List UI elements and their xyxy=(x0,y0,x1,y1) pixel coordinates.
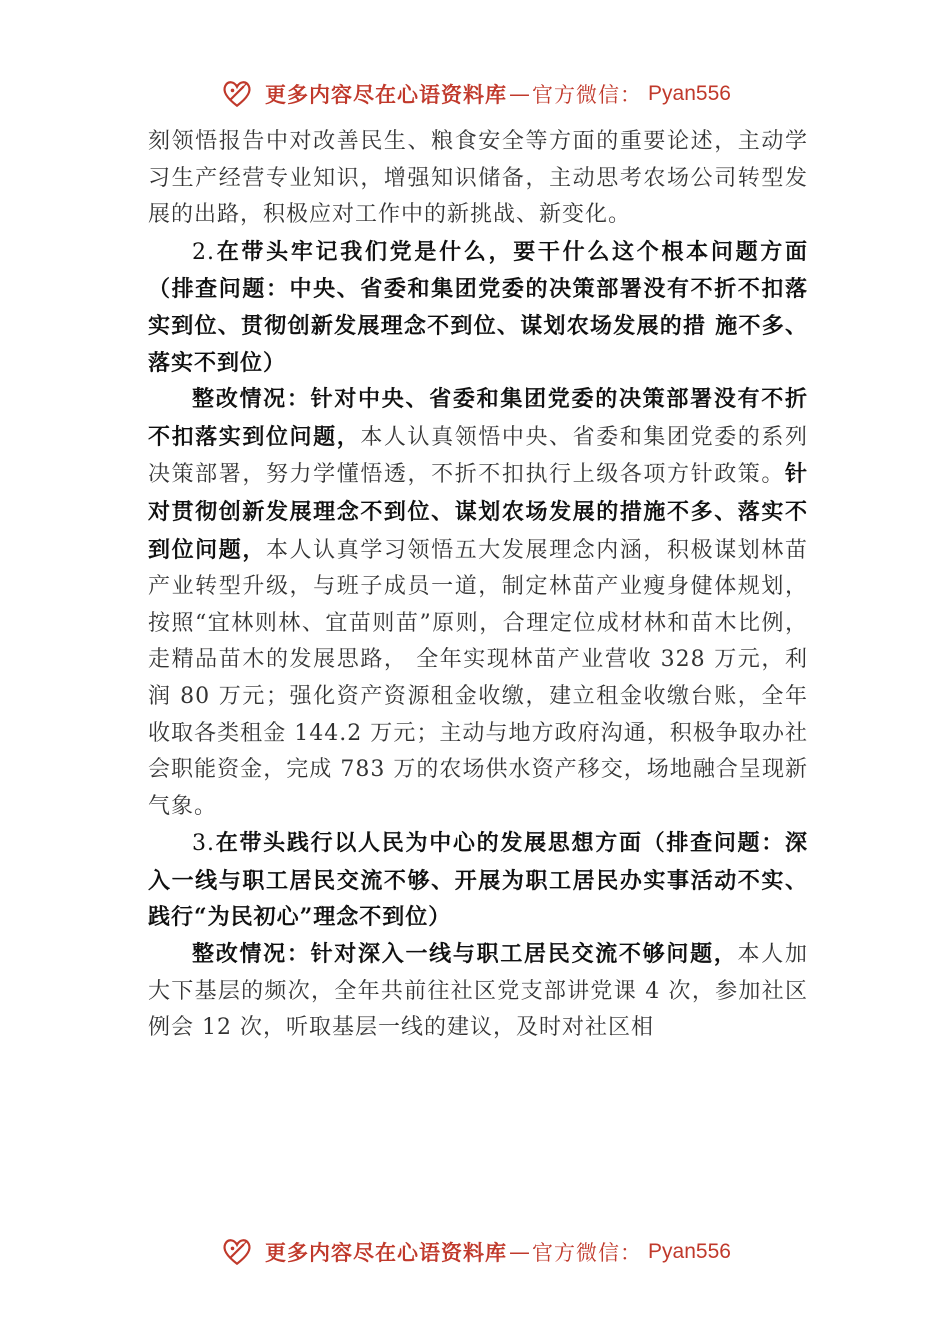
issue-bold-text: 针对中央、省委和集团党委的决策部署没有不折不扣落实到位问题， xyxy=(148,386,808,450)
footer-watermark xyxy=(0,1230,950,1274)
watermark-wechat-label: 官方微信： xyxy=(532,1241,643,1265)
rectification-paragraph-2 xyxy=(148,381,808,825)
paragraph-continued: 刻领悟报告中对改善民生、粮食安全等方面的重要论述，主动学习生产经营专业知识，增强知识储备，主动思考农场公司转型发展的出路，积极应对工作中的新挑战、新变化。 xyxy=(148,129,808,228)
rectification-label: 整改情况： xyxy=(192,386,311,413)
heart-pen-logo-icon xyxy=(219,76,255,112)
section-heading-3 xyxy=(148,825,808,936)
section-number: 2. xyxy=(192,239,215,265)
issue-bold-text: 针对深入一线与职工居民交流不够问题， xyxy=(310,941,738,968)
paragraph-text: 本人认真学习领悟五大发展理念内涵，积极谋划林苗产业转型升级，与班子成员一道，制定林苗产业瘦身健体规划，按照“宜林则林、宜苗则苗”原则，合理定位成材林和苗木比例，走精品苗木的发展思路， 全年实现林苗产业营收 328 万元，利润 80 万元；强化资产资源租金收缴，建立租金收缴台账，全年收取各类租金 144.2 万元；主动与地方政府沟通，积极争取办社会职能资金，完成 783 万的农场供水资产移交，场地融合呈现新气象。 xyxy=(148,537,808,819)
rectification-label: 整改情况： xyxy=(192,941,311,968)
watermark-brand: 更多内容尽在心语资料库 xyxy=(265,1241,508,1265)
section-heading-text: 在带头牢记我们党是什么，要干什么这个根本问题方面（排查问题：中央、省委和集团党委的决策部署没有不折不扣落实到位、贯彻创新发展理念不到位、谋划农场发展的措 施不多、落实不到位） xyxy=(148,238,808,376)
issue-bold-text: 针对贯彻创新发展理念不到位、谋划农场发展的措施不多、落实不到位问题， xyxy=(148,461,808,563)
section-heading-2 xyxy=(148,234,808,381)
watermark-wechat-id: Pyan556 xyxy=(648,1240,731,1263)
watermark-separator: — xyxy=(509,82,531,106)
heart-pen-logo-icon xyxy=(219,1234,255,1270)
paragraph-text: 本人加大下基层的频次，全年共前往社区党支部讲党课 4 次，参加社区例会 12 次，听取基层一线的建议，及时对社区相 xyxy=(148,942,808,1041)
section-number: 3. xyxy=(192,831,215,857)
rectification-paragraph-3 xyxy=(148,936,808,1047)
watermark-wechat-id: Pyan556 xyxy=(648,82,731,105)
watermark-wechat-label: 官方微信： xyxy=(532,83,643,107)
header-watermark xyxy=(0,72,950,116)
paragraph-text: 本人认真领悟中央、省委和集团党委的系列决策部署，努力学懂悟透，不折不扣执行上级各项方针政策。 xyxy=(148,424,808,488)
document-body xyxy=(148,124,808,1047)
section-heading-text: 在带头践行以人民为中心的发展思想方面（排查问题：深入一线与职工居民交流不够、开展为职工居民办实事活动不实、践行“为民初心”理念不到位） xyxy=(148,830,808,931)
watermark-brand: 更多内容尽在心语资料库 xyxy=(265,83,508,107)
watermark-separator: — xyxy=(509,1240,531,1264)
